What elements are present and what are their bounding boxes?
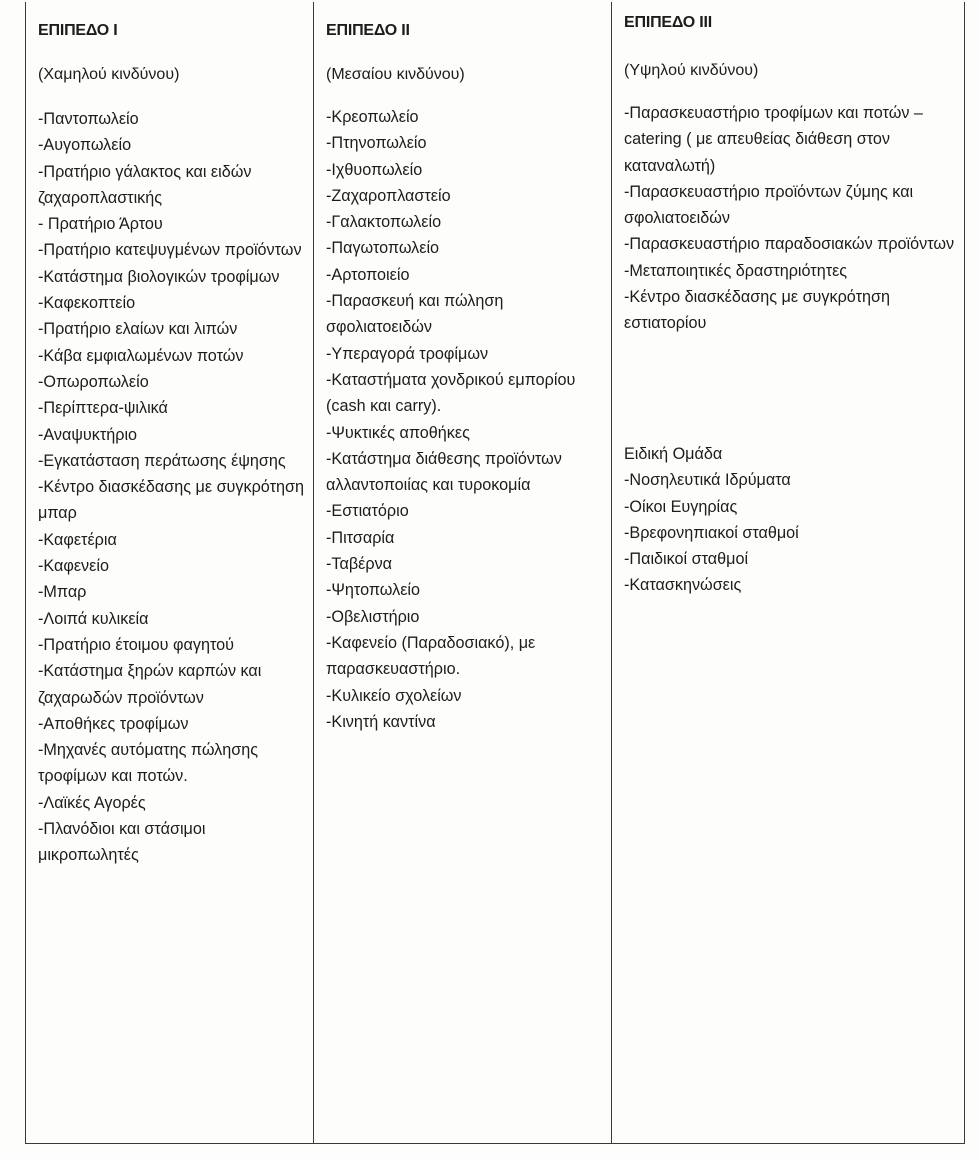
list-item: -Αναψυκτήριο	[38, 425, 138, 444]
list-item: -Ψυκτικές αποθήκες	[326, 423, 470, 442]
list-item: -Πτηνοπωλείο	[326, 134, 427, 153]
list-item: -Πλανόδιοι και στάσιμοι μικροπωλητές	[38, 820, 206, 865]
list-item: -Ψητοπωλείο	[326, 581, 421, 600]
level-1-risk-label: (Χαμηλού κινδύνου)	[38, 66, 180, 83]
list-item: -Αποθήκες τροφίμων	[38, 714, 189, 733]
list-item: -Ταβέρνα	[326, 555, 393, 574]
list-item: -Κατάστημα βιολογικών τροφίμων	[38, 267, 280, 286]
level-2-heading: ΕΠΙΠΕΔΟ ΙΙ	[326, 22, 410, 39]
list-item: -Αρτοποιείο	[326, 265, 410, 284]
list-item: -Παντοπωλείο	[38, 110, 139, 128]
level-2-list	[326, 104, 605, 735]
level-3-list	[624, 100, 958, 337]
list-item: -Καταστήματα χονδρικού εμπορίου (cash και carry).	[326, 370, 576, 416]
list-item: -Κυλικείο σχολείων	[326, 686, 462, 705]
list-item: -Κρεοπωλείο	[326, 108, 419, 126]
list-item: -Οπωροπωλείο	[38, 372, 149, 391]
list-item: -Καφετέρια	[38, 530, 117, 549]
list-item: -Κατάστημα ξηρών καρπών και ζαχαρωδών προϊόντων	[38, 662, 262, 707]
list-item: -Εστιατόριο	[326, 502, 409, 521]
list-item: -Ζαχαροπλαστείο	[326, 186, 451, 205]
list-item: -Παιδικοί σταθμοί	[624, 550, 749, 569]
level-1-list	[38, 106, 307, 869]
list-item: -Αυγοπωλείο	[38, 136, 132, 155]
list-item: -Εγκατάσταση περάτωσης έψησης	[38, 451, 286, 470]
list-item: -Κέντρο διασκέδασης με συγκρότηση μπαρ	[38, 478, 304, 523]
list-item: -Κινητή καντίνα	[326, 712, 436, 731]
list-item: -Πρατήριο έτοιμου φαγητού	[38, 635, 234, 654]
list-item: -Οίκοι Ευγηρίας	[624, 497, 738, 516]
list-item: -Παρασκευαστήριο τροφίμων και ποτών –catering ( με απευθείας διάθεση στον καταναλωτή)	[624, 104, 923, 175]
level-1-heading: ΕΠΙΠΕΔΟ Ι	[38, 22, 118, 39]
special-group-title: Ειδική Ομάδα	[624, 445, 723, 463]
list-item: -Κέντρο διασκέδασης με συγκρότηση εστιατορίου	[624, 288, 890, 333]
level-2-column	[314, 2, 612, 1143]
list-item: -Νοσηλευτικά Ιδρύματα	[624, 471, 791, 490]
list-item: -Μηχανές αυτόματης πώλησης τροφίμων και ποτών.	[38, 741, 259, 786]
list-item: -Κάβα εμφιαλωμένων ποτών	[38, 346, 244, 365]
list-item: -Υπεραγορά τροφίμων	[326, 344, 489, 363]
list-item: -Πρατήριο ελαίων και λιπών	[38, 320, 238, 339]
list-item: -Πιτσαρία	[326, 528, 395, 547]
special-group-list	[624, 467, 958, 598]
list-item: -Καφεκοπτείο	[38, 294, 136, 313]
list-item: - Πρατήριο Άρτου	[38, 215, 163, 234]
list-item: -Καφενείο	[38, 557, 109, 576]
list-item: -Περίπτερα-ψιλικά	[38, 399, 168, 418]
level-1-column	[26, 2, 314, 1143]
list-item: -Λαϊκές Αγορές	[38, 793, 146, 812]
list-item: -Πρατήριο κατεψυγμένων προϊόντων	[38, 241, 302, 260]
list-item: -Μεταποιητικές δραστηριότητες	[624, 261, 848, 280]
level-2-risk-label: (Μεσαίου κινδύνου)	[326, 66, 465, 83]
level-3-heading: ΕΠΙΠΕΔΟ ΙΙΙ	[624, 14, 712, 31]
list-item: -Καφενείο (Παραδοσιακό), με παρασκευαστήριο.	[326, 633, 536, 679]
list-item: -Οβελιστήριο	[326, 607, 420, 626]
special-group	[624, 441, 958, 599]
list-item: -Κατάστημα διάθεσης προϊόντων αλλαντοποιίας και τυροκομία	[326, 449, 562, 495]
list-item: -Κατασκηνώσεις	[624, 576, 742, 595]
list-item: -Παρασκευαστήριο παραδοσιακών προϊόντων	[624, 235, 955, 254]
list-item: -Ιχθυοπωλείο	[326, 160, 423, 179]
list-item: -Βρεφονηπιακοί σταθμοί	[624, 523, 799, 542]
list-item: -Παρασκευή και πώληση σφολιατοειδών	[326, 292, 504, 337]
list-item: -Λοιπά κυλικεία	[38, 609, 149, 628]
list-item: -Παρασκευαστήριο προϊόντων ζύμης και σφολιατοειδών	[624, 182, 914, 228]
list-item: -Πρατήριο γάλακτος και ειδών ζαχαροπλαστικής	[38, 162, 252, 207]
list-item: -Γαλακτοπωλείο	[326, 213, 442, 232]
list-item: -Μπαρ	[38, 583, 87, 602]
risk-level-table	[25, 2, 965, 1144]
level-3-risk-label: (Υψηλού κινδύνου)	[624, 62, 759, 79]
level-3-column	[612, 2, 964, 1143]
list-item: -Παγωτοπωλείο	[326, 239, 440, 258]
